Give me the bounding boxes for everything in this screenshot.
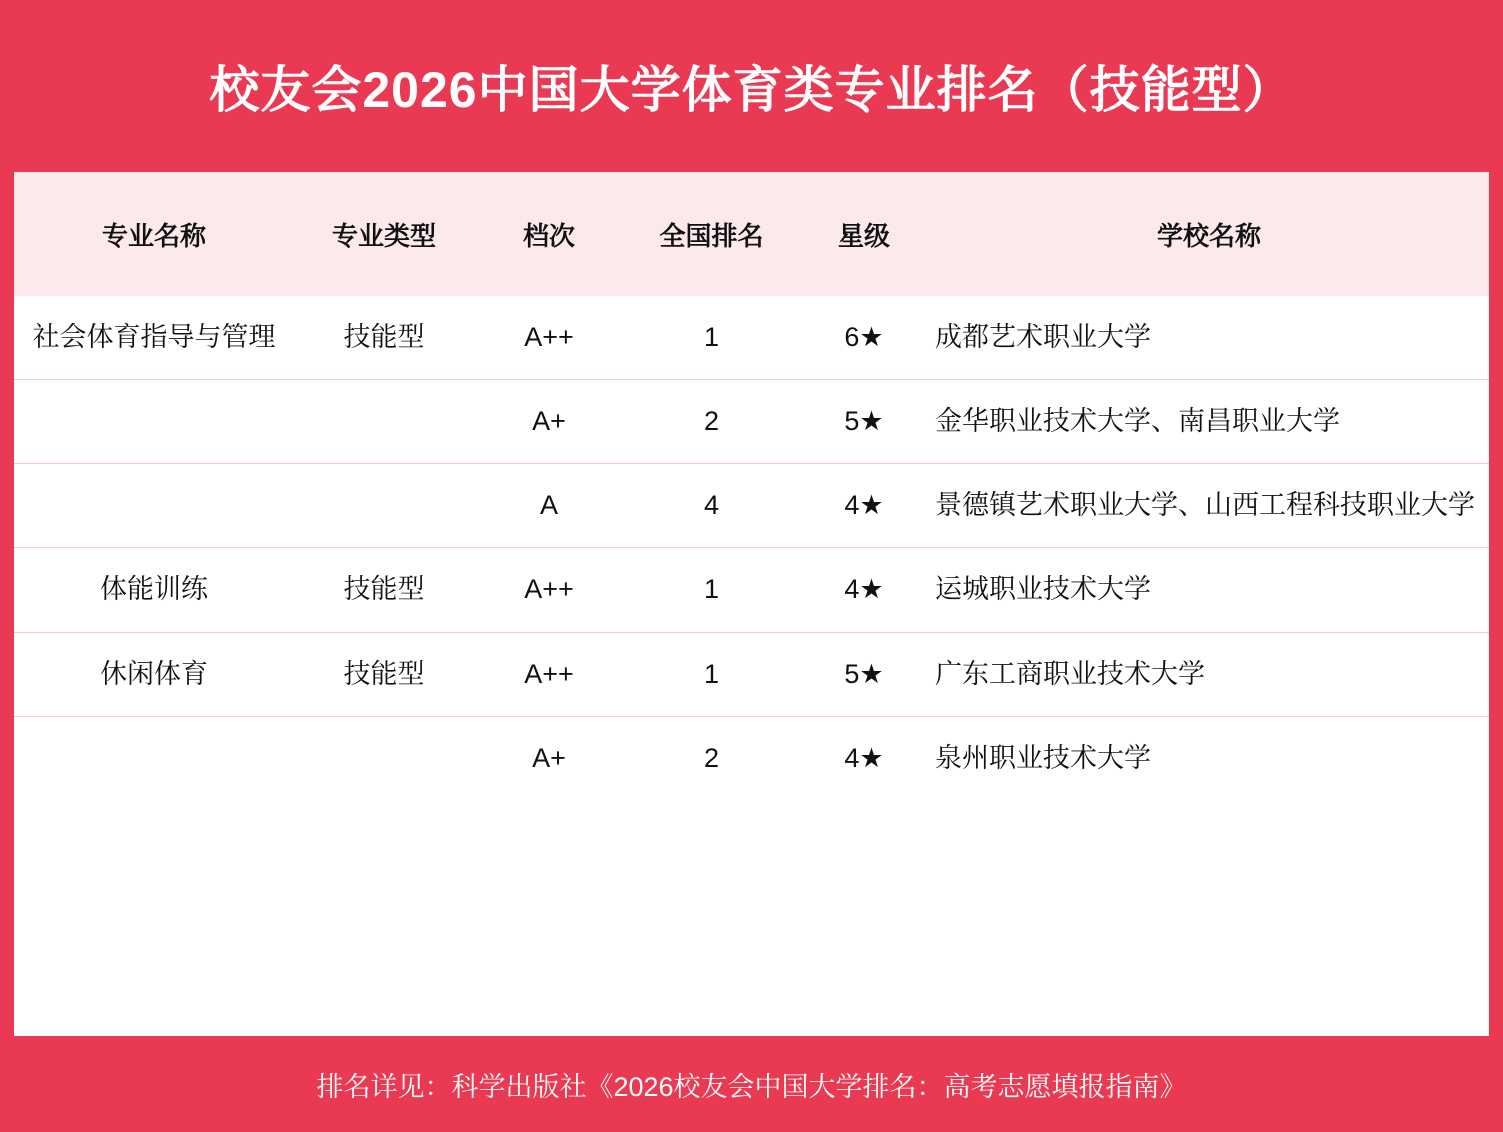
table-header	[14, 172, 1489, 296]
cell-star: 5★	[844, 406, 884, 437]
cell-school: 景德镇艺术职业大学、山西工程科技职业大学	[935, 490, 1475, 521]
cell-rank: 2	[703, 406, 720, 437]
cell-rank: 1	[703, 574, 720, 605]
cell-grade: A	[539, 490, 558, 521]
cell-star: 6★	[844, 322, 884, 352]
cell-rank: 2	[703, 742, 720, 773]
cell-grade: A++	[524, 574, 574, 605]
column-header-grade: 档次	[522, 220, 575, 251]
cell-grade: A++	[524, 322, 574, 352]
cell-school: 金华职业技术大学、南昌职业大学	[935, 406, 1340, 437]
cell-star: 4★	[844, 742, 884, 773]
cell-type: 技能型	[343, 322, 425, 352]
cell-type: 技能型	[343, 574, 425, 605]
table-row	[14, 380, 1489, 464]
footer-bar	[0, 1036, 1503, 1132]
column-header-school: 学校名称	[1156, 220, 1261, 251]
cell-school: 泉州职业技术大学	[935, 742, 1151, 773]
cell-grade: A+	[532, 742, 566, 773]
cell-star: 4★	[844, 490, 884, 521]
page-title: 校友会2026中国大学体育类专业排名（技能型）	[209, 62, 1294, 118]
table-row	[14, 548, 1489, 632]
cell-type: 技能型	[343, 658, 425, 689]
cell-school: 广东工商职业技术大学	[935, 658, 1205, 689]
cell-type	[294, 716, 474, 800]
cell-major: 休闲体育	[100, 658, 208, 689]
cell-school: 运城职业技术大学	[935, 574, 1151, 605]
footer-source-note: 排名详见：科学出版社《2026校友会中国大学排名：高考志愿填报指南》	[316, 1071, 1187, 1102]
cell-grade: A+	[532, 406, 566, 437]
cell-grade: A++	[524, 658, 574, 689]
cell-type	[294, 380, 474, 464]
cell-school: 成都艺术职业大学	[935, 322, 1151, 352]
title-bar	[0, 0, 1503, 172]
cell-major: 体能训练	[100, 574, 208, 605]
table-row	[14, 464, 1489, 548]
table-header-row	[14, 172, 1489, 296]
cell-rank: 4	[703, 490, 720, 521]
table-row	[14, 632, 1489, 716]
table-row	[14, 296, 1489, 380]
cell-star: 4★	[844, 574, 884, 605]
cell-major	[14, 464, 294, 548]
cell-rank: 1	[703, 658, 720, 689]
cell-rank: 1	[703, 322, 720, 352]
cell-major: 社会体育指导与管理	[32, 322, 276, 352]
table-row	[14, 716, 1489, 800]
ranking-table	[14, 172, 1489, 800]
cell-major	[14, 716, 294, 800]
ranking-table-container	[14, 172, 1489, 1036]
column-header-rank: 全国排名	[659, 220, 764, 251]
cell-star: 5★	[844, 658, 884, 689]
cell-major	[14, 380, 294, 464]
column-header-type: 专业类型	[331, 220, 436, 251]
column-header-major: 专业名称	[101, 220, 206, 251]
cell-type	[294, 464, 474, 548]
table-body	[14, 296, 1489, 800]
column-header-star: 星级	[837, 220, 890, 251]
